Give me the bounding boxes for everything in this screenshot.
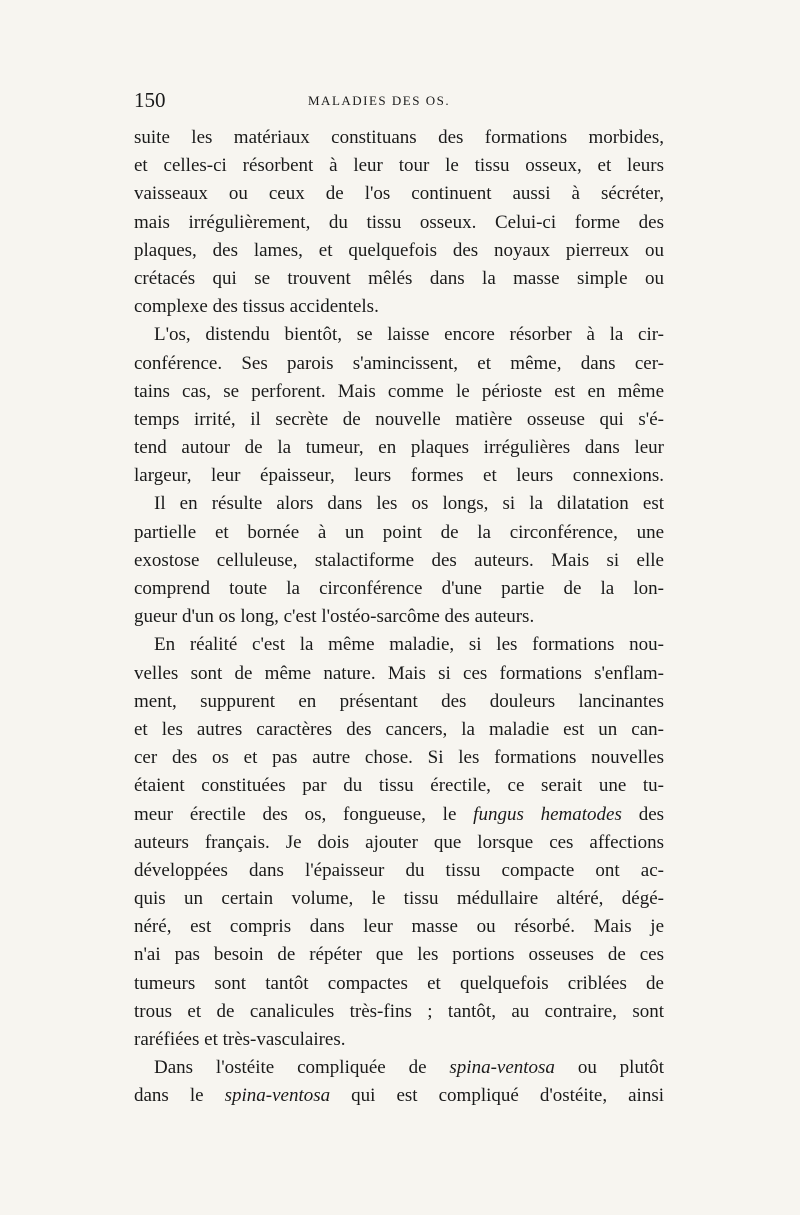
text-line: cer des os et pas autre chose. Si les formations nouvelles [134,747,664,769]
text-line: comprend toute la circonférence d'une partie de la lon- [134,578,664,599]
text-line: plaques, des lames, et quelquefois des noyaux pierreux ou [134,239,664,261]
text-line: tains cas, se perforent. Mais comme le périoste est en même [134,380,664,402]
text-line: temps irrité, il secrète de nouvelle matière osseuse qui s'é- [134,408,664,430]
text-line: exostose celluleuse, stalactiforme des auteurs. Mais si elle [134,549,664,571]
text-line: crétacés qui se trouvent mêlés dans la masse simple ou [134,267,664,289]
text-line: tumeurs sont tantôt compactes et quelquefois criblées de [134,972,664,994]
text-fragment: des [638,803,665,825]
text-line: complexe des tissus accidentels. [134,296,379,318]
text-line: étaient constituées par du tissu érectile, ce serait une tu- [134,775,664,797]
text-line: tend autour de la tumeur, en plaques irrégulières dans leur [134,437,664,459]
italic-term: fungus hematodes [473,803,622,825]
text-line: vaisseaux ou ceux de l'os continuent aussi à sécréter, [134,183,664,205]
text-line: n'ai pas besoin de répéter que les portions osseuses de ces [134,944,664,966]
text-line: et les autres caractères des cancers, la maladie est un can- [134,718,664,740]
text-fragment: meur érectile des os, fongueuse, le [134,803,457,825]
text-line: et celles-ci résorbent à leur tour le tissu osseux, et leurs [134,155,664,177]
text-fragment: dans le [134,1085,204,1107]
text-line: conférence. Ses parois s'amincissent, et même, dans cer- [134,352,664,374]
text-line: partielle et bornée à un point de la circonférence, une [134,521,664,543]
running-head [134,88,664,114]
body-text [134,124,664,1111]
text-line: largeur, leur épaisseur, leurs formes et leurs connexions. [134,465,664,487]
page-number: 150 [134,88,166,112]
text-line: gueur d'un os long, c'est l'ostéo-sarcôme des auteurs. [134,606,535,628]
text-line: En réalité c'est la même maladie, si les formations nou- [154,634,664,656]
text-fragment: ou plutôt [577,1057,665,1079]
text-line: Il en résulte alors dans les os longs, si la dilatation est [154,493,664,515]
text-line: L'os, distendu bientôt, se laisse encore résorber à la cir- [154,324,664,346]
text-line-with-italic [134,1082,664,1110]
text-line: suite les matériaux constituans des formations morbides, [134,127,664,148]
text-fragment: Dans l'ostéite compliquée de [154,1057,427,1079]
text-line: raréfiées et très-vasculaires. [134,1029,346,1050]
running-title: MALADIES DES OS. [308,93,451,108]
text-line: auteurs français. Je dois ajouter que lorsque ces affections [134,831,664,853]
italic-term: spina-ventosa [449,1057,555,1079]
text-line-with-italic [134,801,664,829]
text-fragment: qui est compliqué d'ostéite, ainsi [351,1085,665,1107]
text-line: trous et de canalicules très-fins ; tantôt, au contraire, sont [134,1000,664,1022]
text-line: quis un certain volume, le tissu médullaire altéré, dégé- [134,888,664,910]
text-line-with-italic [134,1054,664,1082]
text-line: ment, suppurent en présentant des douleurs lancinantes [134,690,664,712]
italic-term: spina-ventosa [224,1085,331,1107]
text-line: développées dans l'épaisseur du tissu compacte ont ac- [134,859,664,881]
text-line: mais irrégulièrement, du tissu osseux. Celui-ci forme des [134,211,664,233]
text-line: velles sont de même nature. Mais si ces formations s'enflam- [134,662,664,684]
text-line: néré, est compris dans leur masse ou résorbé. Mais je [134,916,664,938]
